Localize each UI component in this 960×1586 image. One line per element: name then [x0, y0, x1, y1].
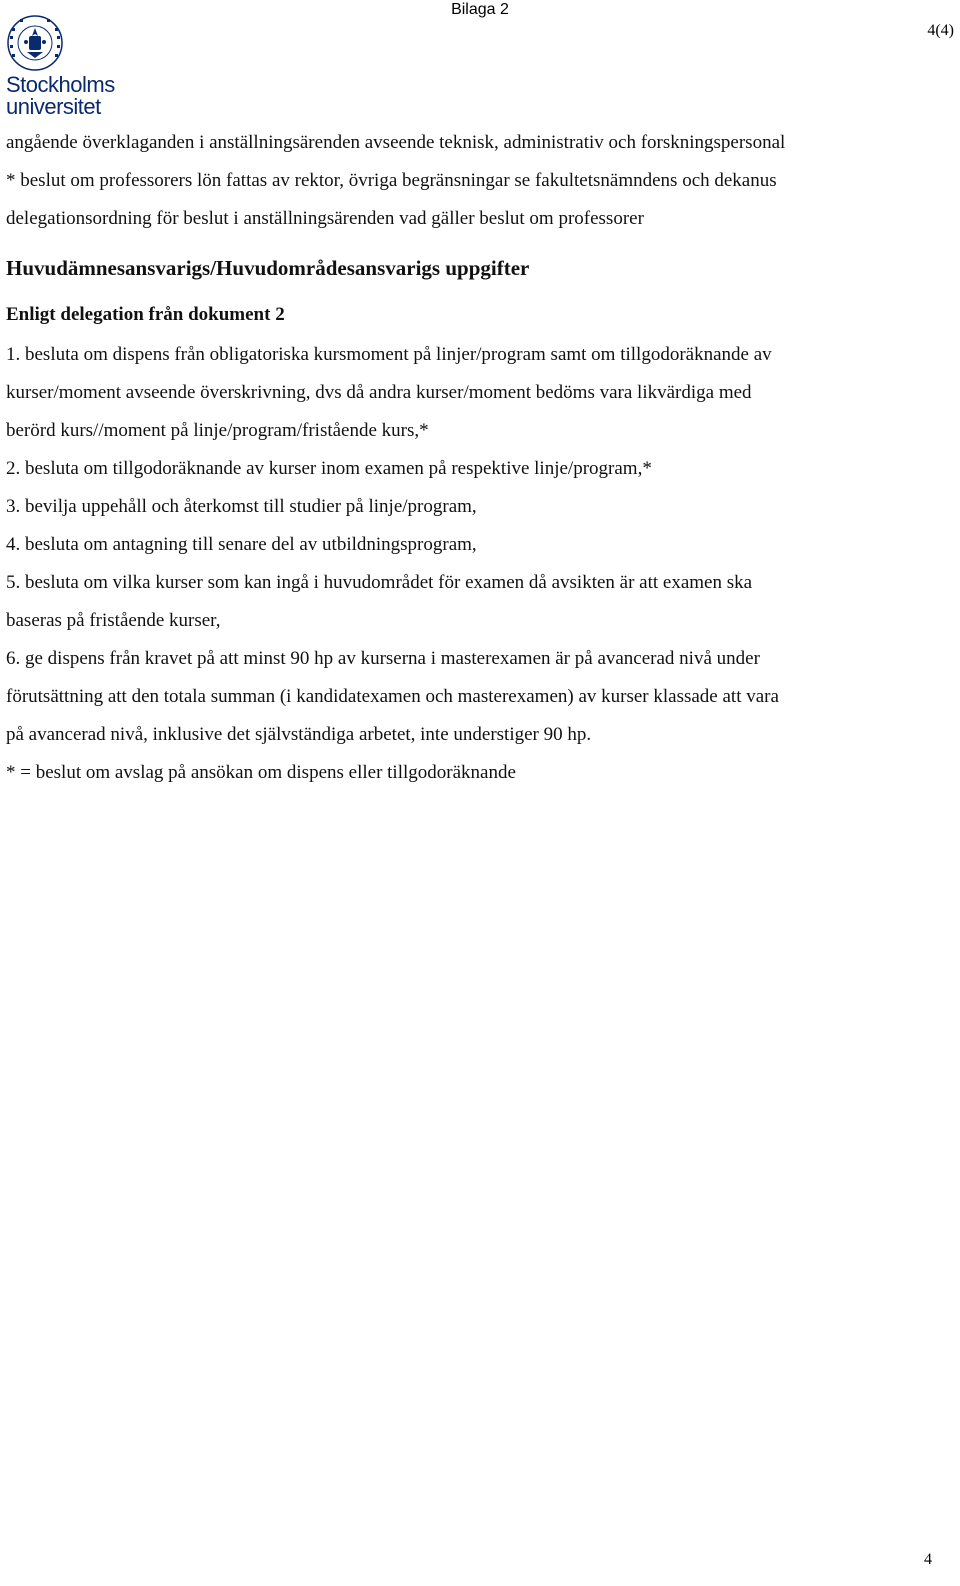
- intro-line: * beslut om professorers lön fattas av rektor, övriga begränsningar se fakultetsnämndens och dekanus: [6, 170, 777, 191]
- section-heading: Huvudämnesansvarigs/Huvudområdesansvarigs uppgifter: [6, 256, 530, 280]
- page-number: 4: [924, 1551, 932, 1568]
- intro-line: delegationsordning för beslut i anställningsärenden vad gäller beslut om professorer: [6, 208, 644, 229]
- duties-list: [6, 336, 946, 792]
- list-line: berörd kurs//moment på linje/program/fristående kurs,*: [6, 420, 429, 441]
- list-line: 5. besluta om vilka kurser som kan ingå i huvudområdet för examen då avsikten är att examen ska: [6, 572, 753, 593]
- section-subheading: Enligt delegation från dokument 2: [6, 304, 285, 325]
- list-line: på avancerad nivå, inklusive det självständiga arbetet, inte understiger 90 hp.: [6, 724, 592, 745]
- university-logo: [4, 14, 126, 118]
- logo-line-2: universitet: [6, 94, 101, 119]
- page-indicator: 4(4): [927, 22, 954, 39]
- list-line: kurser/moment avseende överskrivning, dvs då andra kurser/moment bedöms vara likvärdiga med: [6, 382, 752, 403]
- list-line: 6. ge dispens från kravet på att minst 90 hp av kurserna i masterexamen är på avancerad nivå under: [6, 648, 760, 669]
- list-line: 4. besluta om antagning till senare del av utbildningsprogram,: [6, 534, 477, 555]
- logo-wordmark: [6, 74, 115, 118]
- list-line: 2. besluta om tillgodoräknande av kurser inom examen på respektive linje/program,*: [6, 458, 652, 479]
- list-line: baseras på fristående kurser,: [6, 610, 221, 631]
- list-line: förutsättning att den totala summan (i kandidatexamen och masterexamen) av kurser klassade att vara: [6, 686, 779, 707]
- footnote-line: * = beslut om avslag på ansökan om dispens eller tillgodoräknande: [6, 762, 516, 783]
- list-line: 3. bevilja uppehåll och återkomst till studier på linje/program,: [6, 496, 477, 517]
- list-line: 1. besluta om dispens från obligatoriska kursmoment på linjer/program samt om tillgodoräknande av: [6, 344, 772, 365]
- attachment-label: Bilaga 2: [451, 1, 509, 18]
- logo-line-1: Stockholms: [6, 72, 115, 97]
- seal-icon: [4, 14, 66, 72]
- document-body: [6, 124, 946, 792]
- intro-line: angående överklaganden i anställningsärenden avseende teknisk, administrativ och forskningspersonal: [6, 132, 786, 153]
